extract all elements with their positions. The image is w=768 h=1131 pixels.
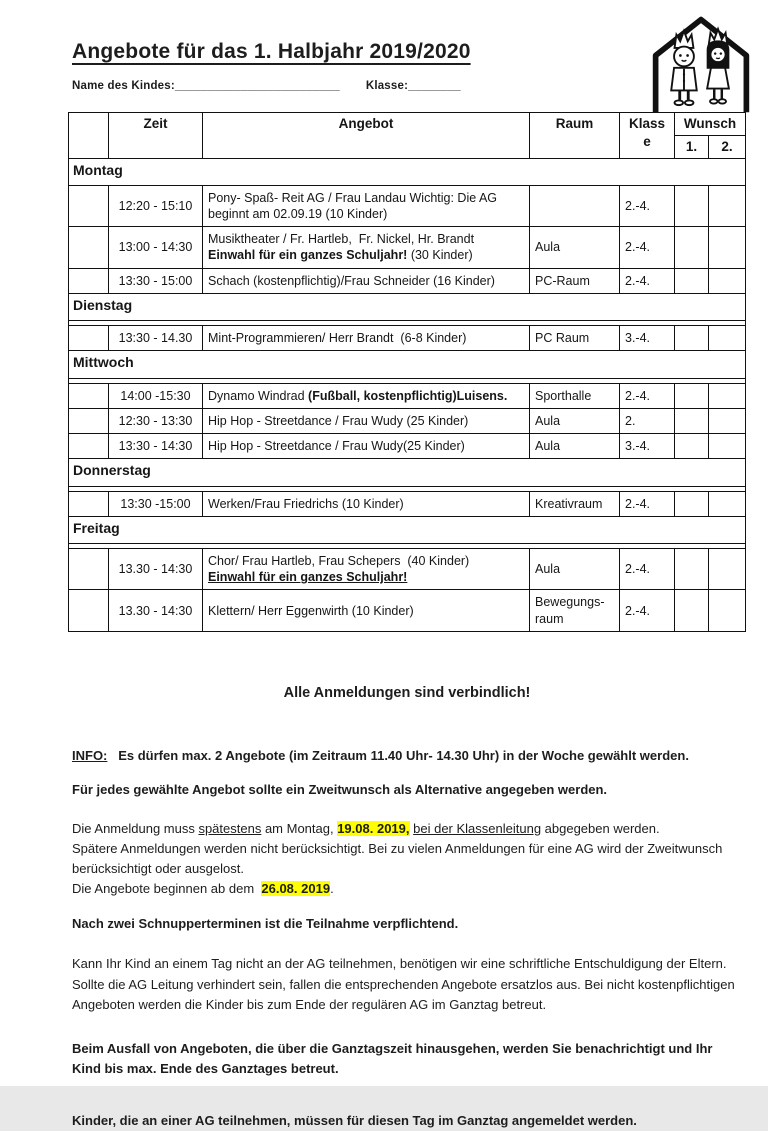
raum-cell: Aula	[530, 548, 620, 590]
footer-paragraphs	[72, 746, 742, 1131]
klasse-cell: 2.	[620, 408, 675, 433]
mark-cell	[69, 590, 109, 632]
mark-cell	[69, 185, 109, 227]
wunsch1-cell	[675, 491, 709, 516]
angebot-cell: Schach (kostenpflichtig)/Frau Schneider (16 Kinder)	[203, 268, 530, 293]
zeit-cell: 13.30 - 14:30	[109, 590, 203, 632]
klasse-cell: 2.-4.	[620, 185, 675, 227]
offers-table	[68, 112, 746, 632]
wunsch1-cell	[675, 590, 709, 632]
zeit-cell: 13:30 - 15:00	[109, 268, 203, 293]
offer-row	[69, 548, 746, 590]
zeit-cell: 13.30 - 14:30	[109, 548, 203, 590]
wunsch2-cell	[709, 185, 746, 227]
entschuldigung-paragraph: Kann Ihr Kind an einem Tag nicht an der AG teilnehmen, benötigen wir eine schriftliche Entschuldigung der Eltern. Sollte die AG Leitung verhindert sein, fallen die entsprechenden Angebote ersatzlos aus. Bei nicht kostenpflichtigen Angeboten werden die Kinder bis zum Ende der regulären AG im Ganztag betreut.	[72, 956, 738, 1012]
angebot-cell: Hip Hop - Streetdance / Frau Wudy (25 Kinder)	[203, 408, 530, 433]
mark-cell	[69, 268, 109, 293]
raum-cell: Kreativraum	[530, 491, 620, 516]
offer-row	[69, 434, 746, 459]
mark-cell	[69, 383, 109, 408]
day-row	[69, 516, 746, 543]
wunsch2-cell	[709, 590, 746, 632]
wunsch1-cell	[675, 434, 709, 459]
verbindlich-heading: Alle Anmeldungen sind verbindlich!	[283, 684, 531, 701]
wunsch1-cell	[675, 268, 709, 293]
angebot-cell: Klettern/ Herr Eggenwirth (10 Kinder)	[203, 590, 530, 632]
angebot-cell: Dynamo Windrad (Fußball, kostenpflichtig)Luisens.	[203, 383, 530, 408]
day-label: Freitag	[69, 516, 746, 543]
zeit-cell: 12:20 - 15:10	[109, 185, 203, 227]
zeit-cell: 14:00 -15:30	[109, 383, 203, 408]
zeit-cell: 12:30 - 13:30	[109, 408, 203, 433]
mark-cell	[69, 227, 109, 269]
anmeldung-paragraph: Die Anmeldung muss spätestens am Montag, 19.08. 2019, bei der Klassenleitung abgegeben werden. Spätere Anmeldungen werden nicht berücksichtigt. Bei zu vielen Anmeldungen für eine AG wird der Zweitwunsch berücksichtigt oder ausgelost. Die Angebote beginnen ab dem 26.08. 2019.	[72, 820, 726, 897]
wunsch2-cell	[709, 268, 746, 293]
header-klasse: Klass e	[620, 113, 675, 159]
zeit-cell: 13:30 - 14:30	[109, 434, 203, 459]
offer-row	[69, 491, 746, 516]
offers-table-body	[69, 158, 746, 631]
zeit-cell: 13:00 - 14:30	[109, 227, 203, 269]
angebot-cell: Hip Hop - Streetdance / Frau Wudy(25 Kinder)	[203, 434, 530, 459]
day-label: Mittwoch	[69, 351, 746, 378]
offer-row	[69, 227, 746, 269]
mark-cell	[69, 326, 109, 351]
wunsch1-cell	[675, 408, 709, 433]
day-label: Donnerstag	[69, 459, 746, 486]
ganztag-anmeldung-line: Kinder, die an einer AG teilnehmen, müssen für diesen Tag im Ganztag angemeldet werden.	[72, 1113, 637, 1129]
day-row	[69, 293, 746, 320]
offer-row	[69, 185, 746, 227]
angebot-cell: Werken/Frau Friedrichs (10 Kinder)	[203, 491, 530, 516]
wunsch1-cell	[675, 227, 709, 269]
offer-row	[69, 408, 746, 433]
klasse-cell: 2.-4.	[620, 227, 675, 269]
raum-cell: Bewegungs-raum	[530, 590, 620, 632]
klasse-cell: 3.-4.	[620, 434, 675, 459]
klasse-cell: 2.-4.	[620, 590, 675, 632]
name-blank-line: _________________________	[174, 80, 340, 92]
raum-cell: Aula	[530, 227, 620, 269]
info-line: INFO: Es dürfen max. 2 Angebote (im Zeitraum 11.40 Uhr- 14.30 Uhr) in der Woche gewählt werden.	[72, 748, 689, 764]
mark-cell	[69, 434, 109, 459]
raum-cell: PC-Raum	[530, 268, 620, 293]
angebot-cell: Mint-Programmieren/ Herr Brandt (6-8 Kinder)	[203, 326, 530, 351]
day-row	[69, 459, 746, 486]
raum-cell: Aula	[530, 408, 620, 433]
klasse-blank-line: ________	[408, 80, 461, 92]
angebot-cell: Musiktheater / Fr. Hartleb, Fr. Nickel, Hr. Brandt Einwahl für ein ganzes Schuljahr! (30 Kinder)	[203, 227, 530, 269]
klasse-cell: 2.-4.	[620, 491, 675, 516]
header-blank-column	[69, 113, 109, 159]
page-title: Angebote für das 1. Halbjahr 2019/2020	[72, 40, 471, 63]
day-row	[69, 351, 746, 378]
footer-text	[72, 682, 742, 1131]
name-klasse-line	[72, 80, 742, 92]
wunsch2-cell	[709, 383, 746, 408]
header-angebot: Angebot	[203, 113, 530, 159]
raum-cell: Aula	[530, 434, 620, 459]
wunsch2-cell	[709, 227, 746, 269]
schnuppertermine-line: Nach zwei Schnupperterminen ist die Teilnahme verpflichtend.	[72, 916, 459, 932]
raum-cell: Sporthalle	[530, 383, 620, 408]
wunsch2-cell	[709, 434, 746, 459]
klasse-label: Klasse:	[365, 80, 409, 92]
wunsch1-cell	[675, 326, 709, 351]
klasse-cell: 2.-4.	[620, 383, 675, 408]
header-zeit: Zeit	[109, 113, 203, 159]
zweitwunsch-line: Für jedes gewählte Angebot sollte ein Zweitwunsch als Alternative angegeben werden.	[72, 781, 608, 797]
name-label: Name des Kindes:	[72, 80, 175, 92]
header-wunsch-2: 2.	[709, 136, 746, 159]
mark-cell	[69, 491, 109, 516]
offer-row	[69, 590, 746, 632]
wunsch2-cell	[709, 491, 746, 516]
ausfall-paragraph: Beim Ausfall von Angeboten, die über die Ganztagszeit hinausgehen, werden Sie benachrichtigt und Ihr Kind bis max. Ende des Ganztages betreut.	[72, 1040, 717, 1076]
klasse-cell: 3.-4.	[620, 326, 675, 351]
header-raum: Raum	[530, 113, 620, 159]
mark-cell	[69, 548, 109, 590]
wunsch1-cell	[675, 548, 709, 590]
zeit-cell: 13:30 - 14.30	[109, 326, 203, 351]
wunsch2-cell	[709, 548, 746, 590]
day-label: Dienstag	[69, 293, 746, 320]
wunsch2-cell	[709, 408, 746, 433]
raum-cell: PC Raum	[530, 326, 620, 351]
angebot-cell: Pony- Spaß- Reit AG / Frau Landau Wichtig: Die AG beginnt am 02.09.19 (10 Kinder)	[203, 185, 530, 227]
mark-cell	[69, 408, 109, 433]
wunsch2-cell	[709, 326, 746, 351]
school-logo-crowned-children-icon	[644, 12, 758, 116]
angebot-cell: Chor/ Frau Hartleb, Frau Schepers (40 Kinder) Einwahl für ein ganzes Schuljahr!	[203, 548, 530, 590]
offer-row	[69, 268, 746, 293]
klasse-cell: 2.-4.	[620, 268, 675, 293]
wunsch1-cell	[675, 185, 709, 227]
wunsch1-cell	[675, 383, 709, 408]
raum-cell	[530, 185, 620, 227]
header-wunsch: Wunsch	[675, 113, 746, 136]
day-label: Montag	[69, 158, 746, 185]
klasse-cell: 2.-4.	[620, 548, 675, 590]
zeit-cell: 13:30 -15:00	[109, 491, 203, 516]
header-wunsch-1: 1.	[675, 136, 709, 159]
offer-row	[69, 383, 746, 408]
offer-row	[69, 326, 746, 351]
day-row	[69, 158, 746, 185]
